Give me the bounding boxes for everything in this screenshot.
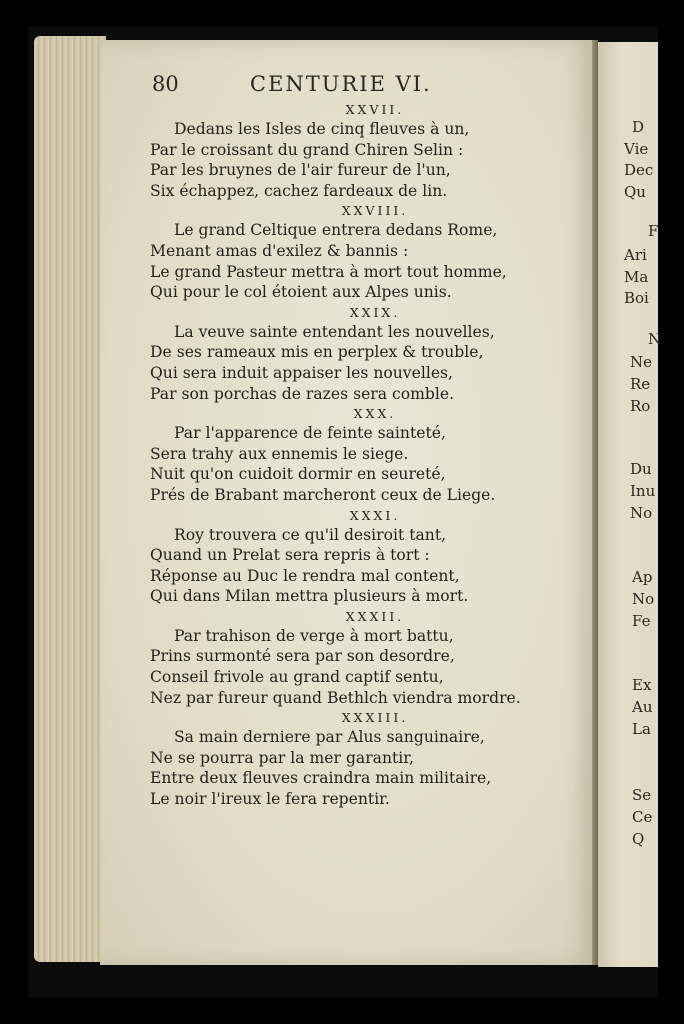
quatrain bbox=[150, 708, 570, 809]
verse-line: Sa main derniere par Alus sanguinaire, bbox=[174, 728, 485, 747]
right-page-fragment: N bbox=[648, 330, 662, 348]
quatrain bbox=[150, 404, 570, 505]
quatrain bbox=[150, 201, 570, 302]
right-page-fragment: No bbox=[632, 590, 655, 608]
right-page-fragment: D bbox=[632, 118, 645, 136]
verse-line: Nez par fureur quand Bethlch viendra mordre. bbox=[150, 688, 521, 707]
verse-line: Ne se pourra par la mer garantir, bbox=[150, 748, 414, 767]
verse-line: La veuve sainte entendant les nouvelles, bbox=[174, 322, 495, 341]
quatrain-numeral: XXIX. bbox=[349, 304, 401, 320]
running-title: CENTURIE VI. bbox=[250, 72, 432, 96]
verse-line: Roy trouvera ce qu'il desiroit tant, bbox=[174, 525, 447, 544]
quatrain-numeral: XXXI. bbox=[349, 507, 401, 523]
page-edges bbox=[34, 36, 106, 962]
quatrain bbox=[150, 303, 570, 404]
verse-line: Par trahison de verge à mort battu, bbox=[174, 626, 454, 645]
verse-line: Menant amas d'exilez & bannis : bbox=[150, 241, 409, 260]
right-page-fragment: Q bbox=[632, 830, 645, 848]
verse-line: Conseil frivole au grand captif sentu, bbox=[150, 668, 444, 687]
right-page-fragment: Ari bbox=[624, 246, 647, 264]
quatrain bbox=[150, 607, 570, 708]
verse-line: Qui sera induit appaiser les nouvelles, bbox=[150, 363, 454, 382]
right-page-fragment: Ne bbox=[630, 353, 653, 371]
right-page-fragment: No bbox=[630, 504, 653, 522]
quatrain-numeral: XXXIII. bbox=[341, 710, 409, 726]
verse-line: De ses rameaux mis en perplex & trouble, bbox=[150, 343, 484, 362]
verse-line: Réponse au Duc le rendra mal content, bbox=[150, 566, 460, 585]
verse-line: Par les bruynes de l'air fureur de l'un, bbox=[150, 161, 451, 180]
quatrain-numeral: XXX. bbox=[353, 406, 397, 422]
verse-line: Prins surmonté sera par son desordre, bbox=[150, 647, 455, 666]
verse-line: Six échappez, cachez fardeaux de lin. bbox=[150, 181, 448, 200]
right-page-fragment: F bbox=[648, 222, 659, 240]
quatrain-list bbox=[150, 100, 570, 810]
verse-line: Nuit qu'on cuidoit dormir en seureté, bbox=[150, 465, 446, 484]
right-page-fragment: Re bbox=[630, 375, 651, 393]
page-number: 80 bbox=[152, 72, 179, 96]
right-page-fragment: Boi bbox=[624, 289, 649, 307]
verse-line: Prés de Brabant marcheront ceux de Liege. bbox=[150, 485, 496, 504]
right-page-fragment: Qu bbox=[624, 183, 646, 201]
verse-line: Qui pour le col étoient aux Alpes unis. bbox=[150, 283, 452, 302]
page-header bbox=[152, 72, 552, 100]
quatrain-numeral: XXVII. bbox=[345, 102, 405, 117]
verse-line: Par l'apparence de feinte sainteté, bbox=[174, 424, 446, 443]
verse-line: Dedans les Isles de cinq fleuves à un, bbox=[174, 120, 470, 138]
quatrain bbox=[150, 100, 570, 201]
verse-line: Quand un Prelat sera repris à tort : bbox=[150, 546, 430, 565]
right-page-fragment: Ma bbox=[624, 268, 649, 286]
right-page bbox=[598, 42, 662, 967]
verse-line: Le noir l'ireux le fera repentir. bbox=[150, 790, 390, 809]
right-page-fragment: Dec bbox=[624, 161, 654, 179]
right-page-fragment: La bbox=[632, 720, 651, 738]
right-page-fragment: Du bbox=[630, 460, 652, 478]
verse-line: Qui dans Milan mettra plusieurs à mort. bbox=[150, 587, 469, 606]
verse-line: Sera trahy aux ennemis le siege. bbox=[150, 444, 409, 463]
verse-line: Le grand Celtique entrera dedans Rome, bbox=[174, 221, 498, 240]
verse-line: Entre deux fleuves craindra main militaire, bbox=[150, 769, 492, 788]
verse-line: Le grand Pasteur mettra à mort tout homme, bbox=[150, 262, 507, 281]
right-page-fragment: Se bbox=[632, 786, 652, 804]
verse-line: Par le croissant du grand Chiren Selin : bbox=[150, 140, 464, 159]
right-page-fragment: Vie bbox=[624, 140, 649, 158]
quatrain-numeral: XXXII. bbox=[345, 608, 405, 624]
right-page-fragment: Ce bbox=[632, 808, 653, 826]
right-page-fragment: Ro bbox=[630, 397, 651, 415]
right-page-fragment: Inu bbox=[630, 482, 656, 500]
right-page-fragment: Ex bbox=[632, 676, 652, 694]
verse-line: Par son porchas de razes sera comble. bbox=[150, 384, 455, 403]
right-page-fragment: Au bbox=[632, 698, 653, 716]
quatrain bbox=[150, 506, 570, 607]
right-page-fragment: Ap bbox=[632, 568, 653, 586]
quatrain-numeral: XXVIII. bbox=[341, 203, 409, 219]
right-page-fragment: Fe bbox=[632, 612, 651, 630]
